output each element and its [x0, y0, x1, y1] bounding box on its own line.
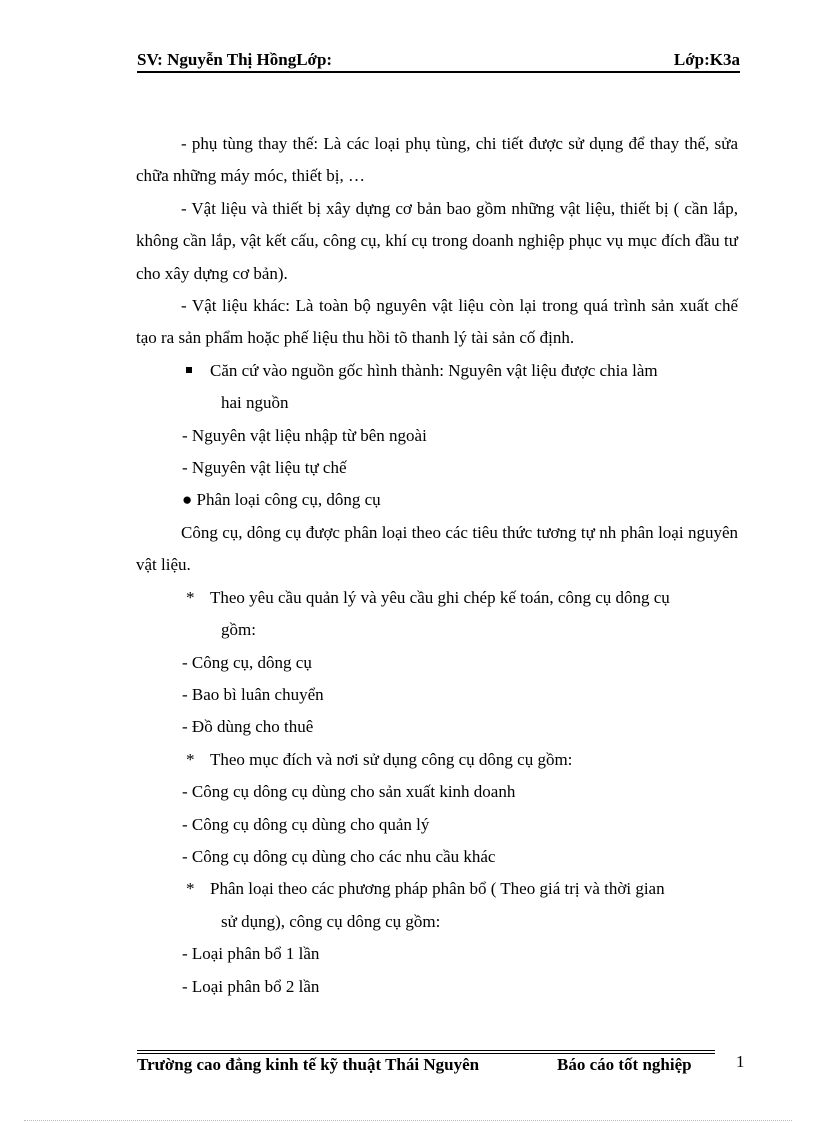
header-student: SV: Nguyễn Thị HồngLớp: — [137, 50, 333, 69]
footer-rule — [137, 1053, 715, 1054]
list-item: - Công cụ dông cụ dùng cho các nhu cầu khác — [182, 846, 496, 866]
star-item-purpose — [186, 744, 738, 776]
paragraph-other-materials: - Vật liệu khác: Là toàn bộ nguyên vật liệu còn lại trong quá trình sản xuất chế tạo ra sản phẩm hoặc phế liệu thu hồi tõ thanh lý tài sản cố định. — [136, 296, 738, 348]
list-item: - Nguyên vật liệu tự chế — [182, 458, 347, 478]
list-item: - Nguyên vật liệu nhập từ bên ngoài — [182, 425, 427, 445]
star-bullet-icon: * — [186, 587, 195, 607]
footer-report: Báo cáo tốt nghiệp — [557, 1055, 692, 1074]
paragraph-construction-materials: - Vật liệu và thiết bị xây dựng cơ bản bao gồm những vật liệu, thiết bị ( cần lắp, không cần lắp, vật kết cấu, công cụ, khí cụ trong doanh nghiệp phục vụ mục đích đầu tư cho xây dựng cơ bản). — [136, 198, 738, 283]
list-item: - Công cụ dông cụ dùng cho quản lý — [182, 814, 430, 834]
page-number: 1 — [736, 1052, 745, 1071]
star-item-allocation — [186, 873, 738, 938]
star-item-line1: Theo mục đích và nơi sử dụng công cụ dông cụ gồm: — [210, 749, 573, 769]
page-break-line — [24, 1120, 792, 1121]
paragraph-tools-classification: Công cụ, dông cụ được phân loại theo các tiêu thức tương tự nh phân loại nguyên vật liệu. — [136, 522, 738, 575]
footer-rule — [137, 1050, 715, 1051]
header-class: Lớp:K3a — [673, 50, 740, 69]
list-item: - Bao bì luân chuyển — [182, 684, 324, 704]
list-item: - Loại phân bổ 2 lần — [182, 976, 320, 996]
bullet-origin-line1: Căn cứ vào nguồn gốc hình thành: Nguyên vật liệu được chia làm — [210, 360, 658, 380]
footer-school: Trường cao đẳng kinh tế kỹ thuật Thái Nguyên — [137, 1055, 480, 1074]
list-item: - Công cụ, dông cụ — [182, 652, 312, 672]
star-item-line1: Theo yêu cầu quản lý và yêu cầu ghi chép kế toán, công cụ dông cụ — [210, 587, 670, 607]
section-heading-tools: ● Phân loại công cụ, dông cụ — [182, 490, 381, 510]
star-bullet-icon: * — [186, 749, 195, 769]
bullet-origin — [186, 355, 738, 420]
list-item: - Đồ dùng cho thuê — [182, 717, 314, 737]
paragraph-spare-parts: - phụ tùng thay thế: Là các loại phụ tùng, chi tiết được sử dụng để thay thế, sửa chữa những máy móc, thiết bị, … — [136, 134, 738, 186]
header-rule — [137, 71, 740, 73]
list-item: - Công cụ dông cụ dùng cho sản xuất kinh doanh — [182, 782, 516, 802]
star-item-line2: sử dụng), công cụ dông cụ gồm: — [221, 911, 441, 931]
bullet-origin-line2: hai nguồn — [221, 393, 289, 413]
star-item-line2: gồm: — [221, 620, 256, 640]
square-bullet-icon — [186, 355, 210, 420]
page-header — [137, 48, 740, 72]
document-body — [136, 128, 738, 1003]
star-item-management — [186, 582, 738, 647]
list-item: - Loại phân bổ 1 lần — [182, 944, 320, 964]
star-bullet-icon: * — [186, 879, 195, 899]
star-item-line1: Phân loại theo các phương pháp phân bổ ( Theo giá trị và thời gian — [210, 879, 665, 899]
